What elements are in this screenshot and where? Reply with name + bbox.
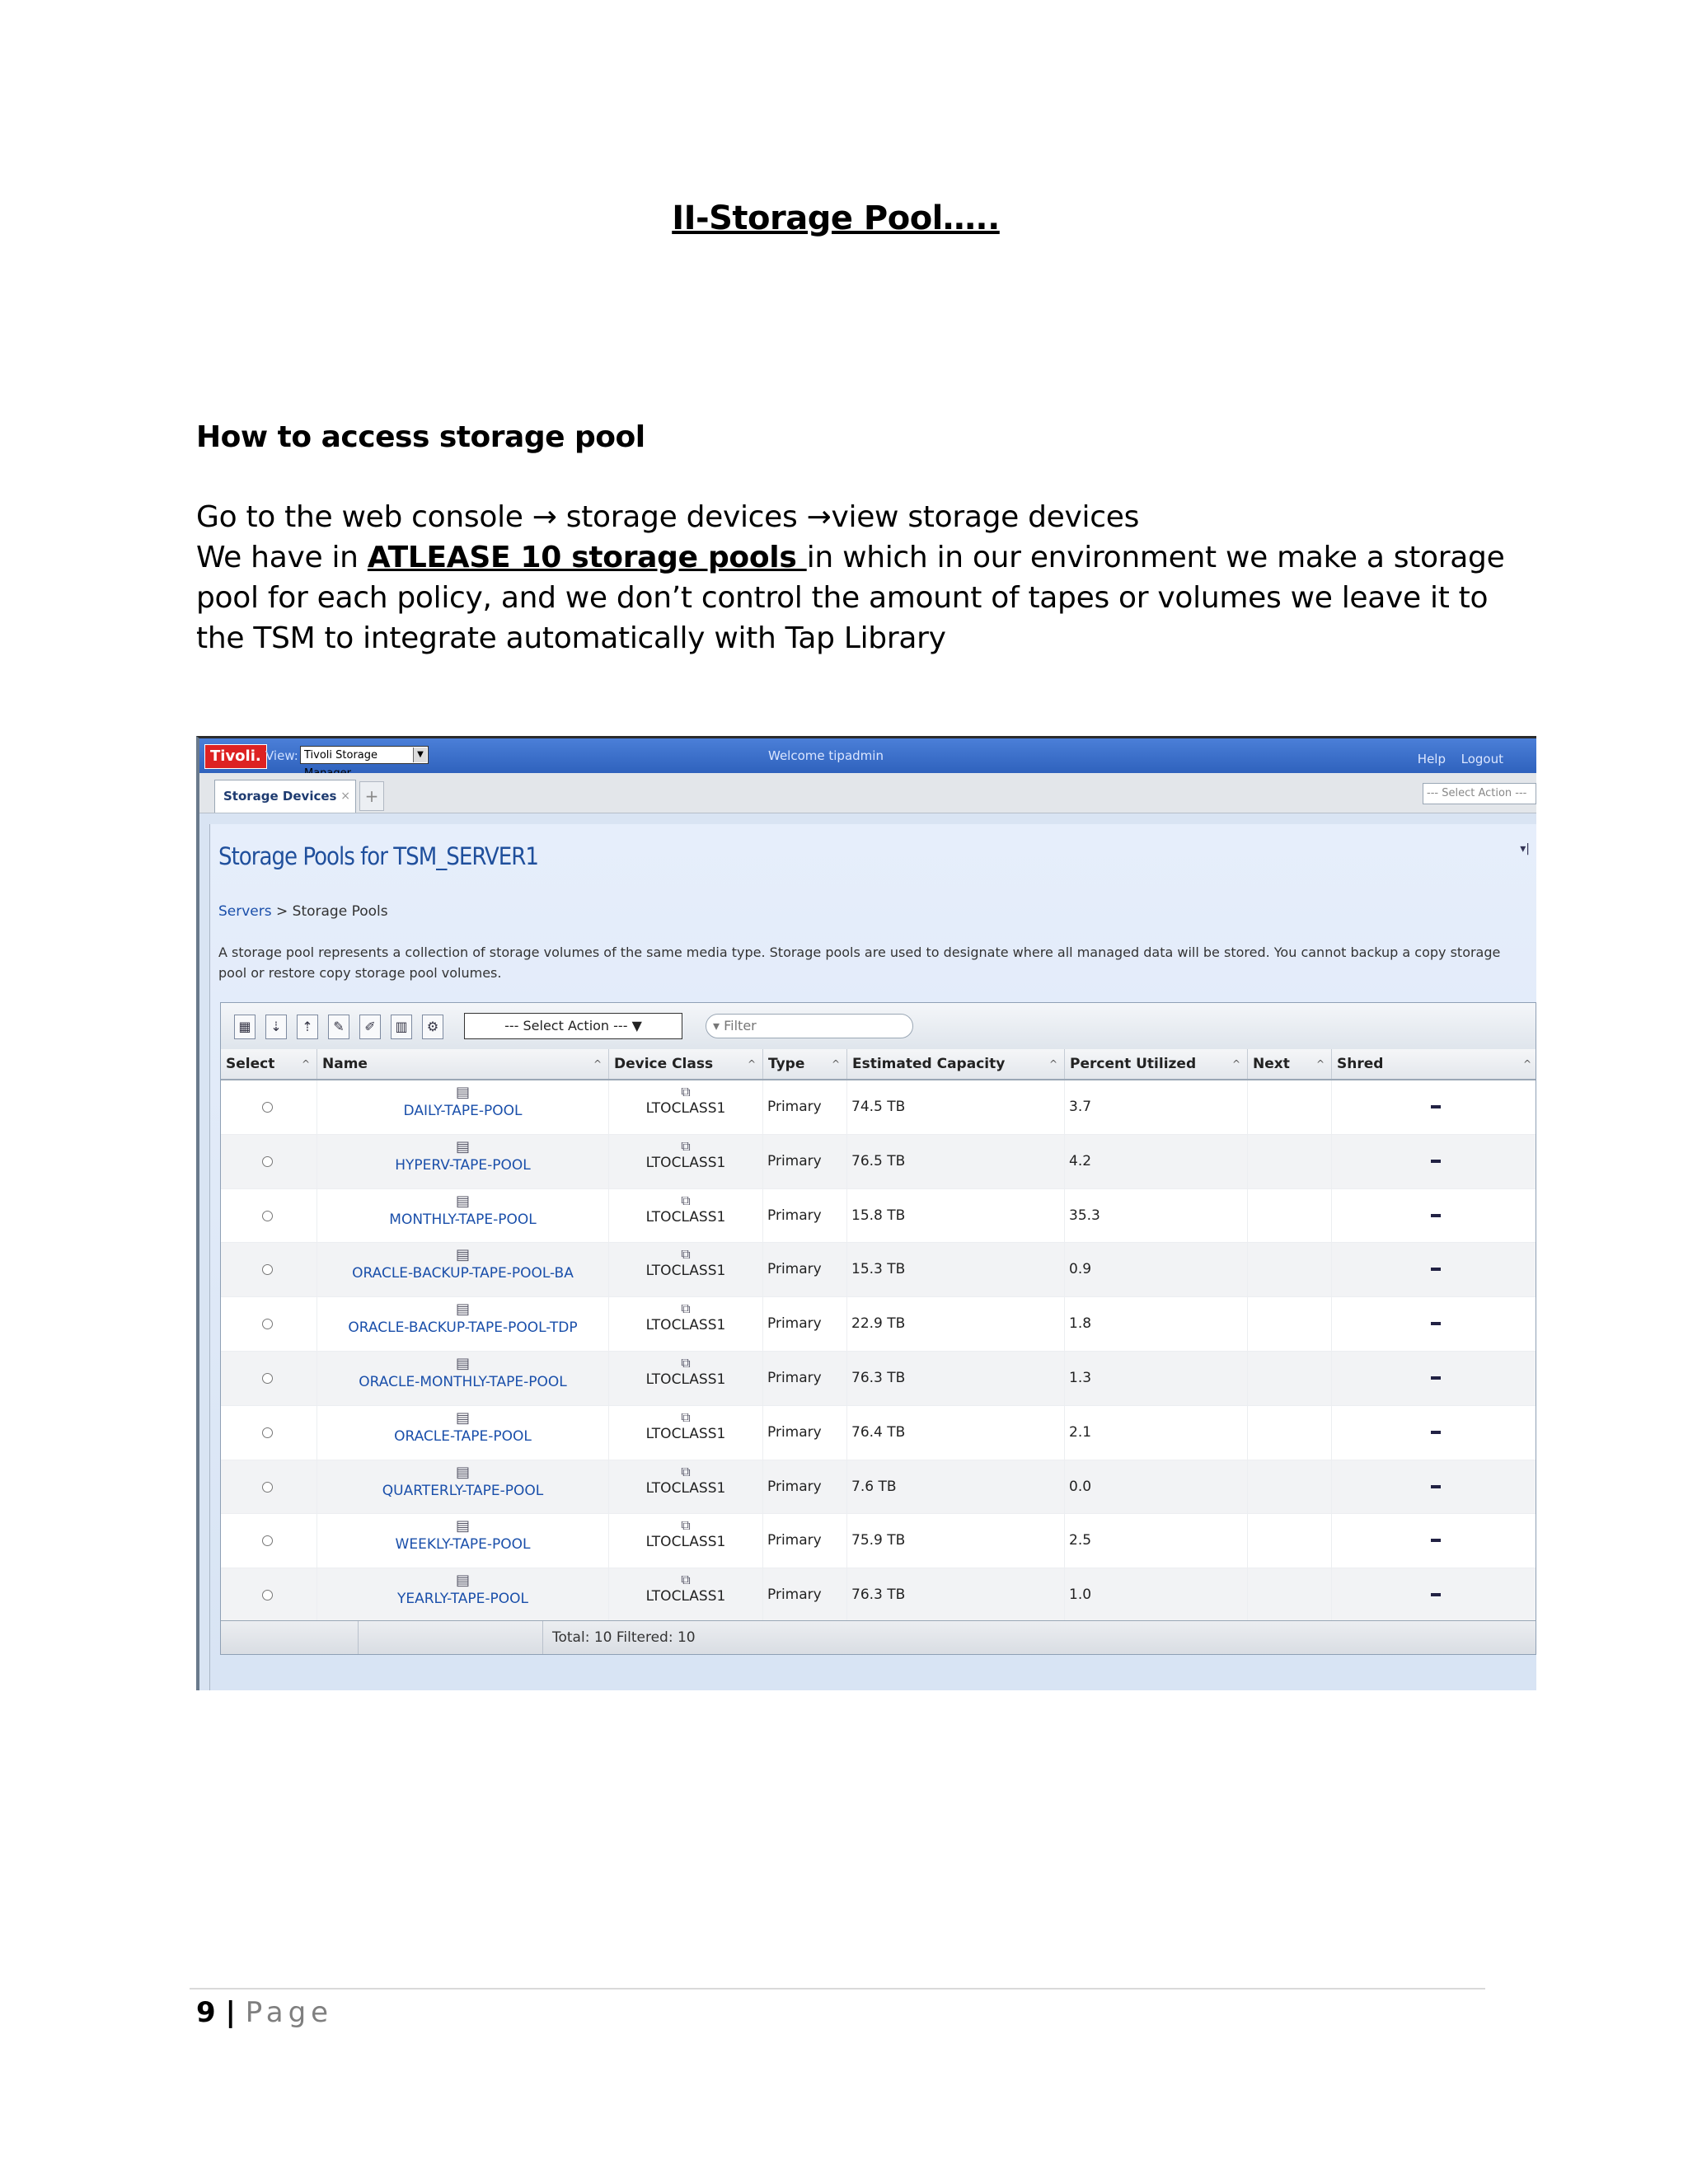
type-value: Primary (767, 1423, 822, 1441)
collapse-icon[interactable]: ⇡ (297, 1015, 318, 1039)
portlet (209, 824, 1536, 1690)
select-cell (221, 1406, 317, 1460)
type-value: Primary (767, 1586, 822, 1604)
table-total-count: Total: 10 Filtered: 10 (552, 1629, 696, 1646)
capacity-value: 74.5 TB (851, 1099, 906, 1115)
capacity-value: 22.9 TB (851, 1315, 906, 1333)
table-row[interactable] (221, 1297, 1536, 1352)
capacity-value: 75.9 TB (851, 1532, 906, 1549)
name-cell (317, 1297, 609, 1351)
filter-placeholder: Filter (724, 1018, 757, 1033)
dash-icon (1431, 1105, 1441, 1108)
capacity-cell (847, 1189, 1065, 1243)
tab-storage-devices[interactable] (214, 780, 356, 813)
dash-icon (1431, 1485, 1441, 1488)
name-cell (317, 1243, 609, 1296)
device-class-value: LTOCLASS1 (645, 1317, 726, 1334)
device-class-cell (609, 1135, 763, 1188)
type-cell (763, 1352, 847, 1405)
tsm-console-screenshot (196, 736, 1536, 1690)
pool-name-link[interactable]: ORACLE-MONTHLY-TAPE-POOL (359, 1373, 567, 1390)
select-cell (221, 1514, 317, 1568)
portlet-menu-icon[interactable]: ▾| (1520, 842, 1530, 855)
next-cell (1248, 1406, 1332, 1460)
capacity-cell (847, 1135, 1065, 1188)
utilized-value: 1.8 (1069, 1315, 1092, 1333)
device-class-value: LTOCLASS1 (645, 1154, 726, 1171)
tab-bar (199, 773, 1536, 813)
capacity-value: 15.8 TB (851, 1207, 906, 1224)
dash-icon (1431, 1593, 1441, 1596)
capacity-value: 76.3 TB (851, 1369, 906, 1386)
column-label: Select (226, 1056, 275, 1072)
select-cell (221, 1135, 317, 1188)
row-radio[interactable] (262, 1373, 273, 1384)
type-cell (763, 1189, 847, 1243)
close-icon[interactable]: × (340, 790, 350, 803)
utilized-value: 1.0 (1069, 1586, 1092, 1604)
type-value: Primary (767, 1099, 822, 1115)
sort-icon[interactable]: ^ (747, 1058, 756, 1070)
type-value: Primary (767, 1261, 822, 1278)
device-class-value: LTOCLASS1 (645, 1371, 726, 1388)
capacity-cell (847, 1243, 1065, 1296)
next-cell (1248, 1189, 1332, 1243)
top-banner (199, 738, 1536, 773)
pool-name-link[interactable]: ORACLE-TAPE-POOL (394, 1427, 532, 1445)
storage-pool-icon: ▤ (455, 1463, 470, 1481)
table-row[interactable] (221, 1352, 1536, 1406)
column-header-shred[interactable] (1332, 1049, 1536, 1079)
device-class-value: LTOCLASS1 (645, 1479, 726, 1497)
type-value: Primary (767, 1478, 822, 1495)
chevron-down-icon: ▼ (413, 748, 427, 762)
page-number: 9 (196, 1996, 216, 2029)
page-footer (196, 1996, 333, 2029)
sort-icon[interactable]: ^ (1048, 1058, 1057, 1070)
row-radio[interactable] (262, 1535, 273, 1546)
breadcrumb-current: Storage Pools (292, 903, 388, 920)
device-class-icon: ⧉ (681, 1572, 691, 1588)
shred-cell (1332, 1243, 1536, 1296)
column-label: Name (322, 1056, 368, 1072)
name-cell (317, 1568, 609, 1622)
device-class-icon: ⧉ (681, 1517, 691, 1534)
tivoli-logo: Tivoli. (204, 744, 267, 769)
row-radio[interactable] (262, 1264, 273, 1275)
device-class-icon: ⧉ (681, 1084, 691, 1099)
device-class-icon: ⧉ (681, 1354, 691, 1371)
device-class-value: LTOCLASS1 (645, 1100, 726, 1117)
table-row[interactable] (221, 1514, 1536, 1568)
sort-icon[interactable]: ^ (593, 1058, 602, 1070)
utilized-cell (1065, 1080, 1248, 1134)
type-value: Primary (767, 1315, 822, 1333)
table-row[interactable] (221, 1460, 1536, 1515)
utilized-value: 0.0 (1069, 1478, 1092, 1495)
edit-icon[interactable]: ✎ (328, 1015, 349, 1039)
name-cell (317, 1514, 609, 1568)
name-cell (317, 1189, 609, 1243)
footer-divider (190, 1988, 1485, 1990)
type-value: Primary (767, 1532, 822, 1549)
utilized-cell (1065, 1514, 1248, 1568)
utilized-cell (1065, 1568, 1248, 1622)
storage-pool-icon: ▤ (455, 1192, 470, 1210)
storage-pool-icon: ▤ (455, 1517, 470, 1535)
row-radio[interactable] (262, 1102, 273, 1113)
dash-icon (1431, 1431, 1441, 1434)
column-label: Shred (1337, 1056, 1384, 1072)
clear-icon[interactable]: ✐ (359, 1015, 381, 1039)
shred-cell (1332, 1514, 1536, 1568)
sort-icon[interactable]: ^ (1522, 1058, 1531, 1070)
table-row[interactable] (221, 1135, 1536, 1189)
pool-name-link[interactable]: DAILY-TAPE-POOL (403, 1103, 523, 1119)
column-header-percent-utilized[interactable] (1065, 1049, 1248, 1079)
footer-segment (358, 1621, 543, 1654)
select-action-label: --- Select Action --- (504, 1018, 628, 1033)
utilized-value: 2.1 (1069, 1423, 1092, 1441)
table-row[interactable] (221, 1080, 1536, 1135)
settings-icon[interactable]: ⚙ (422, 1015, 443, 1039)
portlet-description: A storage pool represents a collection of storage volumes of the same media type. Storage pools are used to designate where all managed data will be stored. You cannot backup a copy storage pool or restore copy storage pool volumes. (218, 944, 1501, 981)
device-class-cell (609, 1406, 763, 1460)
capacity-cell (847, 1514, 1065, 1568)
row-radio[interactable] (262, 1211, 273, 1221)
row-radio[interactable] (262, 1156, 273, 1167)
row-radio[interactable] (262, 1482, 273, 1493)
select-cell (221, 1460, 317, 1514)
sort-icon[interactable]: ^ (1315, 1058, 1325, 1070)
capacity-cell (847, 1406, 1065, 1460)
column-label: Percent Utilized (1070, 1056, 1197, 1072)
expand-icon[interactable]: ⇣ (265, 1015, 287, 1039)
columns-icon[interactable]: ▥ (391, 1015, 412, 1039)
device-class-cell (609, 1297, 763, 1351)
next-cell (1248, 1243, 1332, 1296)
device-class-cell (609, 1514, 763, 1568)
section-heading: How to access storage pool (196, 420, 645, 454)
select-cell (221, 1189, 317, 1243)
next-cell (1248, 1297, 1332, 1351)
type-cell (763, 1568, 847, 1622)
utilized-value: 2.5 (1069, 1532, 1092, 1549)
pool-name-link[interactable]: HYPERV-TAPE-POOL (395, 1156, 531, 1174)
capacity-value: 76.5 TB (851, 1152, 906, 1169)
column-header-type[interactable] (763, 1049, 847, 1079)
dash-icon (1431, 1214, 1441, 1217)
table-body (221, 1080, 1536, 1623)
table-header (221, 1049, 1536, 1080)
tab-label: Storage Devices (223, 789, 337, 804)
device-class-icon: ⧉ (681, 1408, 691, 1425)
storage-pool-icon: ▤ (455, 1301, 470, 1319)
device-class-icon: ⧉ (681, 1246, 691, 1263)
next-cell (1248, 1568, 1332, 1622)
capacity-value: 76.3 TB (851, 1586, 906, 1604)
row-radio[interactable] (262, 1590, 273, 1601)
dash-icon (1431, 1376, 1441, 1380)
page-title: II-Storage Pool….. (672, 199, 1000, 237)
type-value: Primary (767, 1152, 822, 1169)
instruction-line: Go to the web console → storage devices →view storage devices (196, 500, 1140, 534)
type-cell (763, 1460, 847, 1514)
welcome-text: Welcome tipadmin (768, 748, 884, 763)
utilized-cell (1065, 1189, 1248, 1243)
device-class-value: LTOCLASS1 (645, 1208, 726, 1226)
utilized-cell (1065, 1135, 1248, 1188)
select-cell (221, 1352, 317, 1405)
column-label: Type (768, 1056, 805, 1072)
footer-segment (221, 1621, 359, 1654)
device-class-cell (609, 1352, 763, 1405)
view-label: View: (265, 748, 298, 763)
row-radio[interactable] (262, 1427, 273, 1438)
paragraph-text: We have in (196, 541, 368, 574)
next-cell (1248, 1080, 1332, 1134)
type-cell (763, 1406, 847, 1460)
device-class-value: LTOCLASS1 (645, 1425, 726, 1442)
storage-pool-icon: ▤ (455, 1572, 470, 1590)
sort-icon[interactable]: ^ (1231, 1058, 1240, 1070)
breadcrumb-servers-link[interactable]: Servers (218, 903, 272, 920)
footer-separator: | (215, 1996, 246, 2029)
device-class-cell (609, 1080, 763, 1134)
device-class-icon: ⧉ (681, 1192, 691, 1208)
device-class-value: LTOCLASS1 (645, 1534, 726, 1551)
storage-pool-icon: ▤ (455, 1408, 470, 1427)
shred-cell (1332, 1080, 1536, 1134)
pool-name-link[interactable]: MONTHLY-TAPE-POOL (389, 1211, 537, 1228)
dash-icon (1431, 1268, 1441, 1271)
help-link[interactable]: Help (1417, 752, 1446, 766)
shred-cell (1332, 1406, 1536, 1460)
logout-link[interactable]: Logout (1461, 752, 1503, 766)
storage-pool-icon: ▤ (455, 1354, 470, 1372)
select-cell (221, 1243, 317, 1296)
paragraph-text-rest: in which in our environment we make a storage pool for each policy, and we don’t control the amount of tapes or volumes we leave it to the TSM to integrate automatically with Tap Library (196, 541, 1505, 655)
utilized-value: 4.2 (1069, 1152, 1092, 1169)
capacity-cell (847, 1297, 1065, 1351)
capacity-value: 7.6 TB (851, 1478, 897, 1495)
table-row[interactable] (221, 1189, 1536, 1244)
pool-name-link[interactable]: WEEKLY-TAPE-POOL (395, 1536, 531, 1554)
page-word: Page (245, 1996, 334, 2029)
storage-pool-icon: ▤ (455, 1084, 470, 1101)
utilized-cell (1065, 1406, 1248, 1460)
select-all-icon[interactable]: ▦ (234, 1015, 256, 1039)
dash-icon (1431, 1539, 1441, 1542)
description-paragraph (196, 537, 1531, 658)
shred-cell (1332, 1568, 1536, 1622)
pool-name-link[interactable]: YEARLY-TAPE-POOL (396, 1591, 529, 1608)
select-cell (221, 1568, 317, 1622)
column-header-select[interactable] (221, 1049, 317, 1079)
type-cell (763, 1514, 847, 1568)
breadcrumb (218, 903, 388, 920)
device-class-cell (609, 1568, 763, 1622)
type-value: Primary (767, 1207, 822, 1224)
capacity-cell (847, 1080, 1065, 1134)
filter-input[interactable] (706, 1014, 913, 1038)
utilized-cell (1065, 1352, 1248, 1405)
utilized-value: 3.7 (1069, 1099, 1092, 1115)
storage-pool-icon: ▤ (455, 1137, 470, 1155)
row-radio[interactable] (262, 1319, 273, 1329)
device-class-value: LTOCLASS1 (645, 1588, 726, 1605)
body-text (196, 497, 1531, 658)
column-label: Next (1253, 1056, 1290, 1072)
table-row[interactable] (221, 1243, 1536, 1297)
select-cell (221, 1297, 317, 1351)
sort-icon[interactable]: ^ (301, 1058, 310, 1070)
type-cell (763, 1135, 847, 1188)
emphasis-text: ATLEASE 10 storage pools (367, 541, 807, 574)
table-row[interactable] (221, 1406, 1536, 1460)
select-cell (221, 1080, 317, 1134)
utilized-value: 35.3 (1069, 1207, 1100, 1224)
device-class-cell (609, 1243, 763, 1296)
table-row[interactable] (221, 1568, 1536, 1623)
device-class-cell (609, 1189, 763, 1243)
column-header-name[interactable] (317, 1049, 609, 1079)
name-cell (317, 1080, 609, 1134)
sort-icon[interactable]: ^ (831, 1058, 840, 1070)
storage-pools-table (220, 1002, 1536, 1655)
view-select-value: Tivoli Storage (304, 749, 378, 762)
next-cell (1248, 1135, 1332, 1188)
table-footer (221, 1620, 1536, 1654)
top-select-action[interactable]: --- Select Action --- (1423, 783, 1536, 804)
capacity-value: 15.3 TB (851, 1261, 906, 1278)
capacity-cell (847, 1352, 1065, 1405)
next-cell (1248, 1460, 1332, 1514)
view-select[interactable] (300, 746, 429, 764)
shred-cell (1332, 1189, 1536, 1243)
portlet-title: Storage Pools for TSM_SERVER1 (218, 842, 538, 870)
shred-cell (1332, 1135, 1536, 1188)
type-value: Primary (767, 1369, 822, 1386)
select-action-dropdown[interactable]: --- Select Action --- ▼ (464, 1013, 682, 1039)
storage-pool-icon: ▤ (455, 1246, 470, 1264)
column-header-device-class[interactable] (609, 1049, 763, 1079)
capacity-value: 76.4 TB (851, 1423, 906, 1441)
device-class-icon: ⧉ (681, 1463, 691, 1479)
next-cell (1248, 1514, 1332, 1568)
pool-name-link[interactable]: ORACLE-BACKUP-TAPE-POOL-TDP (348, 1319, 578, 1337)
column-label: Device Class (614, 1056, 714, 1072)
type-cell (763, 1297, 847, 1351)
dash-icon (1431, 1322, 1441, 1325)
utilized-cell (1065, 1243, 1248, 1296)
pool-name-link[interactable]: ORACLE-BACKUP-TAPE-POOL-BA (352, 1265, 574, 1282)
device-class-icon: ⧉ (681, 1137, 691, 1154)
device-class-cell (609, 1460, 763, 1514)
utilized-cell (1065, 1297, 1248, 1351)
column-label: Estimated Capacity (852, 1056, 1006, 1072)
dash-icon (1431, 1160, 1441, 1163)
utilized-cell (1065, 1460, 1248, 1514)
name-cell (317, 1406, 609, 1460)
capacity-cell (847, 1460, 1065, 1514)
name-cell (317, 1460, 609, 1514)
shred-cell (1332, 1297, 1536, 1351)
shred-cell (1332, 1460, 1536, 1514)
name-cell (317, 1352, 609, 1405)
add-tab-icon[interactable]: + (359, 781, 384, 811)
name-cell (317, 1135, 609, 1188)
filter-dropdown-icon[interactable]: ▾ (713, 1018, 720, 1033)
type-cell (763, 1080, 847, 1134)
utilized-value: 1.3 (1069, 1369, 1092, 1386)
type-cell (763, 1243, 847, 1296)
next-cell (1248, 1352, 1332, 1405)
device-class-icon: ⧉ (681, 1301, 691, 1317)
table-toolbar (221, 1003, 1536, 1050)
capacity-cell (847, 1568, 1065, 1622)
breadcrumb-separator: > (271, 903, 293, 920)
shred-cell (1332, 1352, 1536, 1405)
device-class-value: LTOCLASS1 (645, 1263, 726, 1280)
pool-name-link[interactable]: QUARTERLY-TAPE-POOL (382, 1482, 544, 1499)
column-header-next[interactable] (1248, 1049, 1332, 1079)
column-header-estimated-capacity[interactable] (847, 1049, 1065, 1079)
utilized-value: 0.9 (1069, 1261, 1092, 1278)
